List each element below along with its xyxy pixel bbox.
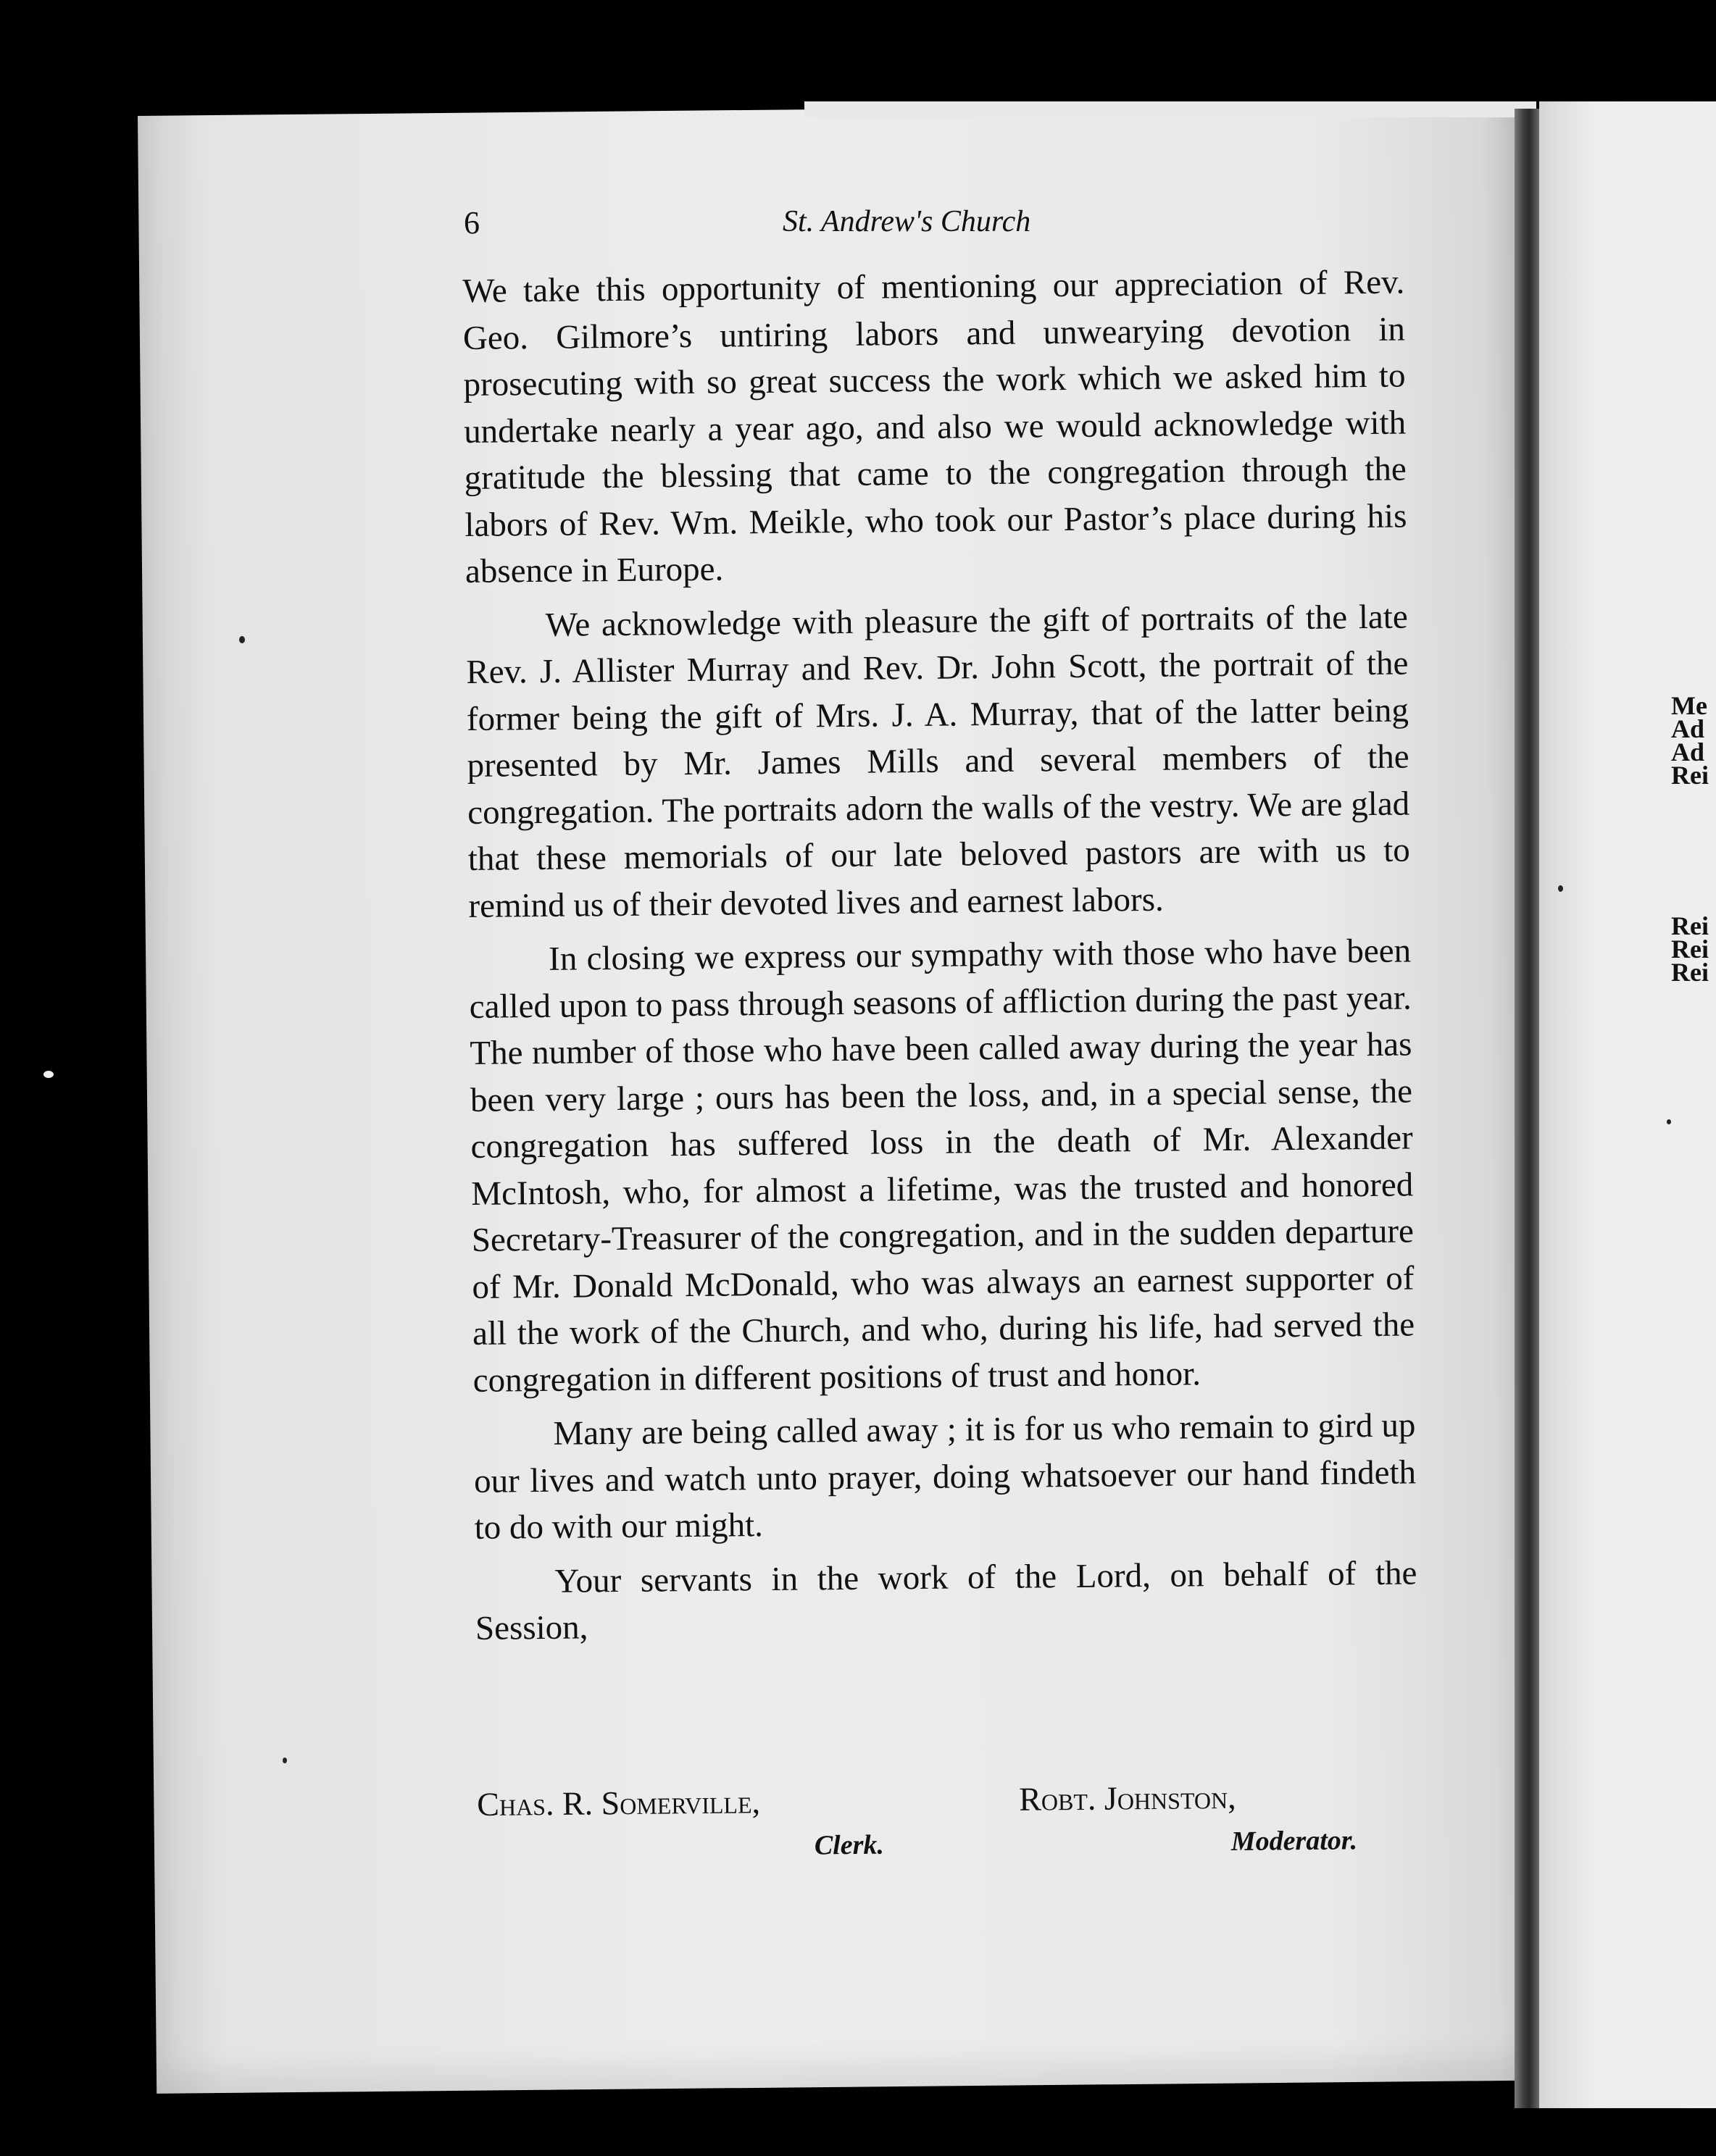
fragment-line: Rei (1671, 937, 1709, 961)
moderator-title: Moderator. (1230, 1825, 1358, 1858)
clerk-name: Chas. R. Somerville, (477, 1783, 761, 1823)
facing-page (1539, 101, 1716, 2108)
paragraph-appreciation: We take this opportunity of mentioning our appreciation of Rev. Geo. Gilmore’s untiring labors and unwearying devotion in prosecuting with so great success the work which we asked him to undertake nearly a year ago, and also we would acknowledge with gratitude the blessing that came to the congregation through the labors of Rev. Wm. Meikle, who took our Pastor’s place during his absence in Europe. (462, 263, 1407, 590)
running-head (464, 204, 1406, 248)
body-text (462, 259, 1417, 1652)
facing-page-text-fragments-b (1671, 914, 1716, 984)
paper-speck (239, 636, 245, 643)
fragment-line: Rei (1671, 914, 1709, 937)
book-gutter (1515, 109, 1539, 2108)
fragment-line: Me (1671, 694, 1707, 717)
fragment-line: Ad (1671, 740, 1705, 764)
fragment-line: Ad (1671, 717, 1705, 740)
page-top-edge (804, 101, 1536, 117)
page-number: 6 (464, 205, 480, 241)
moderator-name: Robt. Johnston, (1018, 1778, 1236, 1818)
fragment-line: Rei (1671, 764, 1709, 787)
fragment-line: Rei (1671, 961, 1709, 984)
signature-block (477, 1776, 1420, 1879)
paper-speck (1558, 885, 1563, 892)
paragraph-exhortation: Many are being called away ; it is for us who remain to gird up our lives and watch unto prayer, doing whatsoever our hand findeth to do with our might. (473, 1406, 1417, 1547)
facing-page-text-fragments-a (1671, 694, 1716, 787)
running-title: St. Andrew's Church (783, 205, 1031, 238)
paragraph-closing: Your servants in the work of the Lord, on behalf of the Session, (475, 1553, 1417, 1647)
paragraph-sympathy: In closing we express our sympathy with those who have been called upon to pass through seasons of affliction during the past year. The number of those who have been called away during the year has been very large ; ours has been the loss, and, in a special sense, the congregation has suffered loss in the death of Mr. Alexander McIntosh, who, for almost a lifetime, was the trusted and honored Secretary-Treasurer of the congregation, and in the sudden departure of Mr. Donald McDonald, who was always an earnest supporter of all the work of the Church, and who, during his life, had served the congregation in different positions of trust and honor. (469, 932, 1415, 1400)
paragraph-portraits: We acknowledge with pleasure the gift of portraits of the late Rev. J. Allister Murray and Rev. Dr. John Scott, the portrait of the former being the gift of Mrs. J. A. Murray, that of the latter being presented by Mr. James Mills and several members of the congregation. The portraits adorn the walls of the vestry. We are glad that these memorials of our late beloved pastors are with us to remind us of their devoted lives and earnest labors. (466, 597, 1411, 925)
paper-speck (1667, 1119, 1671, 1124)
paper-speck (43, 1071, 54, 1078)
paper-speck (283, 1758, 287, 1763)
clerk-title: Clerk. (814, 1829, 885, 1861)
